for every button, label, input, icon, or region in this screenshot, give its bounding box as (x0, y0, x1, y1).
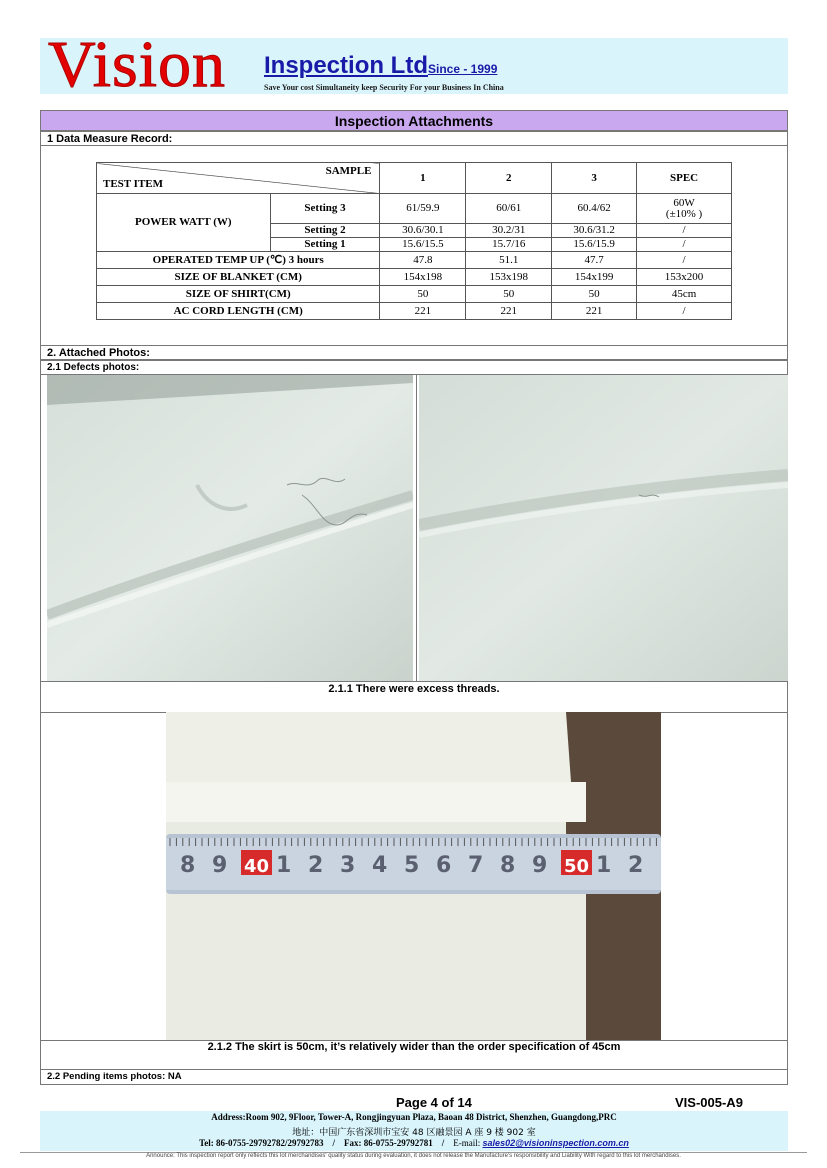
table-cell: 153x198 (466, 269, 552, 286)
footer-address-cn: 地址：中国广东省深圳市宝安 48 区融景园 A 座 9 楼 902 室 (292, 1128, 536, 1138)
section-attached-photos: 2. Attached Photos: (40, 345, 788, 360)
skirt-measurement-photo (166, 712, 661, 1040)
spec-cell: / (637, 238, 732, 252)
vision-logo: Vision (48, 28, 227, 101)
row-label: SIZE OF SHIRT(CM) (97, 286, 380, 303)
ruler-number: 6 (436, 853, 452, 878)
ruler-number: 8 (500, 853, 516, 878)
power-watt-label: POWER WATT (W) (97, 194, 271, 252)
table-cell: 50 (380, 286, 466, 303)
sample-col-2: 2 (466, 163, 552, 194)
company-name (264, 52, 497, 83)
footer-email-label: E-mail: (453, 1138, 481, 1148)
setting-label: Setting 1 (270, 238, 380, 252)
spec-cell (637, 194, 732, 224)
table-cell: 221 (380, 303, 466, 320)
ruler-number: 9 (532, 853, 548, 878)
since-year: Since - 1999 (428, 62, 498, 76)
table-cell: 15.6/15.5 (380, 238, 466, 252)
footer-tel: Tel: 86-0755-29792782/29792783 (199, 1138, 324, 1148)
footer-fax: Fax: 86-0755-29792781 (344, 1138, 433, 1148)
tagline: Save Your cost Simultaneity keep Security For your Business In China (264, 83, 504, 92)
spec-cell: / (637, 252, 732, 269)
table-cell: 154x198 (380, 269, 466, 286)
table-cell: 221 (552, 303, 637, 320)
divider (40, 681, 788, 682)
defect-photo-threads-1 (47, 375, 413, 681)
separator: / (332, 1138, 336, 1148)
row-label: AC CORD LENGTH (CM) (97, 303, 380, 320)
table-cell: 51.1 (466, 252, 552, 269)
sample-col-1: 1 (380, 163, 466, 194)
table-cell: 61/59.9 (380, 194, 466, 224)
setting-label: Setting 3 (270, 194, 380, 224)
separator: / (441, 1138, 445, 1148)
table-cell: 30.6/31.2 (552, 224, 637, 238)
spec-cell: / (637, 224, 732, 238)
table-cell: 15.6/15.9 (552, 238, 637, 252)
spec-cell: / (637, 303, 732, 320)
photo-divider (416, 375, 417, 682)
sample-label: SAMPLE (325, 165, 372, 177)
row-label: OPERATED TEMP UP (℃) 3 hours (97, 252, 380, 269)
spec-cell: 45cm (637, 286, 732, 303)
ruler-number: 1 (596, 853, 612, 878)
spec-cell: 153x200 (637, 269, 732, 286)
defect-photo-threads-2 (419, 375, 788, 681)
ruler-number: 40 (244, 856, 270, 877)
table-corner-header (97, 163, 380, 194)
row-label: SIZE OF BLANKET (CM) (97, 269, 380, 286)
spec-value: 60W (673, 196, 695, 209)
ruler-number: 4 (372, 853, 388, 878)
caption-skirt-width: 2.1.2 The skirt is 50cm, it’s relatively wider than the order specification of 45cm (207, 1041, 621, 1053)
page-title: Inspection Attachments (40, 110, 788, 131)
table-cell: 50 (552, 286, 637, 303)
subsection-pending-items: 2.2 Pending items photos: NA (47, 1071, 182, 1082)
table-cell: 30.2/31 (466, 224, 552, 238)
subsection-defect-photos: 2.1 Defects photos: (40, 360, 788, 375)
page-number: Page 4 of 14 (396, 1095, 472, 1110)
ruler-number: 5 (404, 853, 420, 878)
section-data-measure: 1 Data Measure Record: (40, 131, 788, 146)
table-cell: 154x199 (552, 269, 637, 286)
test-item-label: TEST ITEM (103, 178, 164, 190)
ruler-number: 8 (180, 853, 196, 878)
divider (40, 1069, 788, 1070)
table-cell: 15.7/16 (466, 238, 552, 252)
ruler-number: 9 (212, 853, 228, 878)
caption-excess-threads: 2.1.1 There were excess threads. (328, 683, 500, 695)
ruler-number: 2 (308, 853, 324, 878)
spec-col: SPEC (637, 163, 732, 194)
company-name-text: Inspection Ltd (264, 52, 428, 79)
table-cell: 47.8 (380, 252, 466, 269)
table-cell: 47.7 (552, 252, 637, 269)
spec-tolerance: (±10% ) (665, 207, 703, 220)
ruler-numbers (180, 850, 643, 878)
table-cell: 50 (466, 286, 552, 303)
document-code: VIS-005-A9 (675, 1095, 743, 1110)
ruler-number: 50 (564, 856, 590, 877)
ruler-number: 2 (628, 853, 644, 878)
footer-email-link[interactable]: sales02@visioninspection.com.cn (482, 1138, 629, 1148)
table-cell: 221 (466, 303, 552, 320)
sample-col-3: 3 (552, 163, 637, 194)
ruler-number: 3 (340, 853, 356, 878)
data-measure-table (96, 162, 732, 320)
ruler-number: 7 (468, 853, 484, 878)
footer-announcement: Announce: This inspection report only reflects this lot merchandises' quality status during evaluation, it does not release the Manufacture's responsibility and Liability With regard to this lot merchandises. (146, 1153, 681, 1159)
table-cell: 60/61 (466, 194, 552, 224)
table-cell: 60.4/62 (552, 194, 637, 224)
setting-label: Setting 2 (270, 224, 380, 238)
footer-address-en: Address:Room 902, 9Floor, Tower-A, Rongjingyuan Plaza, Baoan 48 District, Shenzhen, Guangdong,PRC (211, 1112, 617, 1122)
ruler-number: 1 (276, 853, 292, 878)
footer-contacts (40, 1138, 788, 1148)
table-cell: 30.6/30.1 (380, 224, 466, 238)
